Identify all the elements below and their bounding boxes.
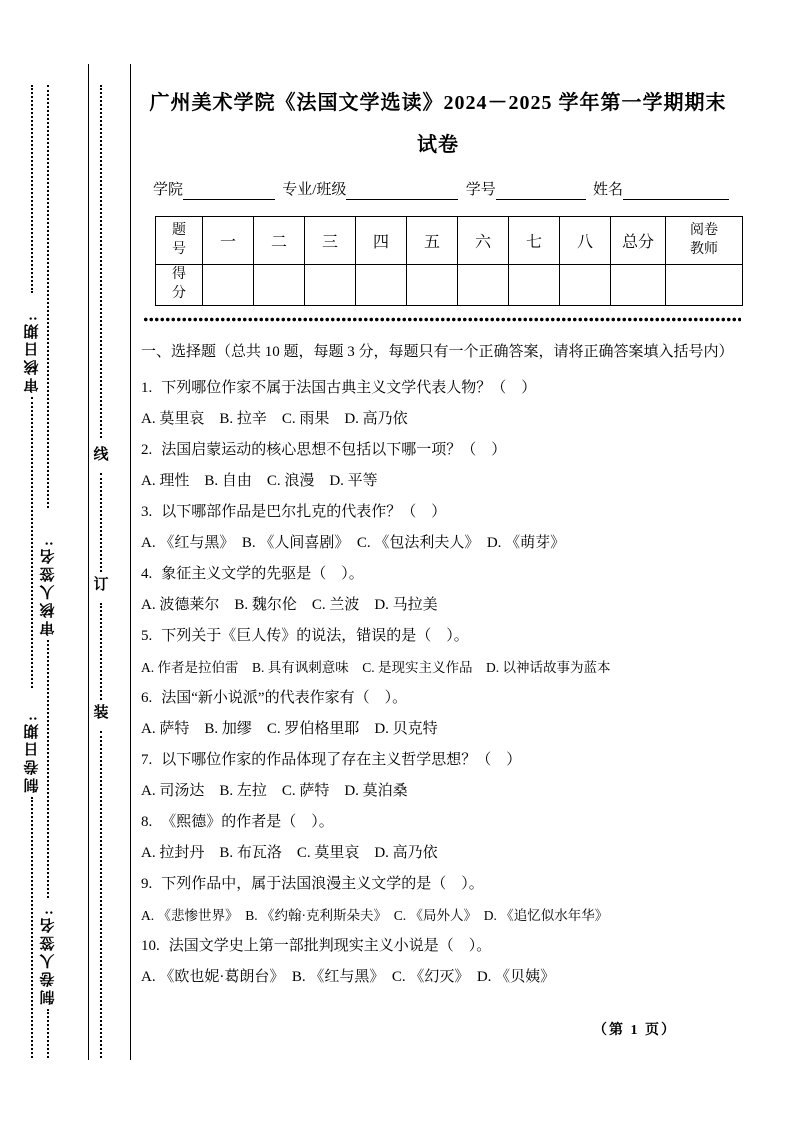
question-number: 4. xyxy=(141,566,153,582)
page-title: 广州美术学院《法国文学选读》2024－2025 学年第一学期期末试卷 xyxy=(149,92,727,156)
score-table-col xyxy=(254,217,305,265)
info-field-blank xyxy=(346,180,458,200)
info-field xyxy=(466,180,586,200)
question-item xyxy=(141,869,735,931)
info-field-label: 专业/班级 xyxy=(282,182,347,198)
question-item xyxy=(141,559,735,621)
binding-dotted-line xyxy=(100,731,102,1058)
binding-dotted-line xyxy=(100,85,102,438)
score-table-col-label: 三 xyxy=(321,234,338,251)
info-field-label: 学院 xyxy=(153,182,184,198)
score-table-total-label: 总分 xyxy=(621,234,654,251)
score-table-corner xyxy=(156,217,203,265)
binding-char-ding: 订 xyxy=(93,577,109,593)
dotted-separator xyxy=(143,317,741,322)
binding-dotted-line xyxy=(100,473,102,572)
score-input-cell xyxy=(407,265,458,306)
info-field-blank xyxy=(496,180,586,200)
score-table-col xyxy=(305,217,356,265)
score-table-col xyxy=(356,217,407,265)
question-stem xyxy=(141,621,735,652)
question-options: A. 拉封丹 B. 布瓦洛 C. 莫里哀 D. 高乃依 xyxy=(141,845,438,861)
exam-content xyxy=(131,64,745,1039)
question-number: 5. xyxy=(141,628,153,644)
score-table-col-label: 五 xyxy=(423,234,440,251)
score-table-col xyxy=(458,217,509,265)
question-options: A. 波德莱尔 B. 魏尔伦 C. 兰波 D. 马拉美 xyxy=(141,597,438,613)
question-text: 法国“新小说派”的代表作家有（ ）。 xyxy=(161,690,408,706)
question-stem xyxy=(141,745,735,776)
question-item xyxy=(141,683,735,745)
score-input-cell xyxy=(203,265,254,306)
audit-date-label: 审核日期: xyxy=(24,313,41,393)
score-table-col xyxy=(509,217,560,265)
question-options: A. 萨特 B. 加缪 C. 罗伯格里耶 D. 贝克特 xyxy=(141,721,438,737)
question-number: 7. xyxy=(141,752,153,768)
score-input-cell xyxy=(254,265,305,306)
question-number: 6. xyxy=(141,690,153,706)
info-field-label: 学号 xyxy=(465,182,496,198)
score-table-grader xyxy=(666,217,743,265)
binding-dotted-line xyxy=(100,603,102,700)
question-item xyxy=(141,621,735,683)
question-stem xyxy=(141,869,735,900)
score-input-cell xyxy=(666,265,743,306)
margin-dotted-leader xyxy=(31,397,33,688)
question-item xyxy=(141,807,735,869)
question-item xyxy=(141,373,735,435)
score-table-col-label: 四 xyxy=(372,234,389,251)
question-stem xyxy=(141,435,735,466)
info-field-blank xyxy=(623,180,729,200)
score-input-cell xyxy=(560,265,611,306)
question-options: A. 莫里哀 B. 拉辛 C. 雨果 D. 高乃依 xyxy=(141,411,408,427)
score-table-col-label: 一 xyxy=(219,234,236,251)
question-item xyxy=(141,435,735,497)
question-number: 10. xyxy=(141,938,160,954)
score-input-cell xyxy=(458,265,509,306)
score-table-total xyxy=(611,217,666,265)
score-table-score-row xyxy=(156,265,743,306)
info-field xyxy=(153,180,275,200)
margin-dotted-leader xyxy=(47,1009,49,1058)
questions-list xyxy=(141,373,735,993)
score-table-body xyxy=(156,217,743,306)
score-input-cell xyxy=(509,265,560,306)
margin-dotted-leader xyxy=(47,85,49,508)
question-text: 法国文学史上第一部批判现实主义小说是（ ）。 xyxy=(168,938,492,954)
score-table xyxy=(155,216,743,306)
score-table-col-label: 七 xyxy=(525,234,542,251)
score-input-cell xyxy=(356,265,407,306)
question-options: A. 《欧也妮·葛朗台》 B. 《红与黑》 C. 《幻灭》 D. 《贝姨》 xyxy=(141,969,556,985)
score-table-col xyxy=(407,217,458,265)
score-table-col-label: 二 xyxy=(270,234,287,251)
info-field xyxy=(282,180,458,200)
score-table-corner-label: 题号 xyxy=(171,222,186,257)
question-item xyxy=(141,745,735,807)
question-stem xyxy=(141,373,735,404)
section-heading: 一、选择题（总共 10 题，每题 3 分，每题只有一个正确答案，请将正确答案填入括号内） xyxy=(141,344,734,360)
question-stem xyxy=(141,807,735,838)
score-table-col-label: 六 xyxy=(474,234,491,251)
question-number: 9. xyxy=(141,876,153,892)
question-item xyxy=(141,497,735,559)
binding-char-xian: 线 xyxy=(93,447,109,463)
score-table-header-row xyxy=(156,217,743,265)
question-options: A. 司汤达 B. 左拉 C. 萨特 D. 莫泊桑 xyxy=(141,783,408,799)
question-text: 以下哪位作家的作品体现了存在主义哲学思想？（ ） xyxy=(161,752,522,768)
question-options: A. 《红与黑》 B. 《人间喜剧》 C. 《包法利夫人》 D. 《萌芽》 xyxy=(141,535,566,551)
question-text: 下列哪位作家不属于法国古典主义文学代表人物？（ ） xyxy=(161,380,537,396)
question-text: 以下哪部作品是巴尔扎克的代表作？（ ） xyxy=(161,504,447,520)
question-stem xyxy=(141,559,735,590)
question-stem xyxy=(141,683,735,714)
binding-char-zhuang: 装 xyxy=(93,705,109,721)
score-table-col-label: 八 xyxy=(576,234,593,251)
score-table-col xyxy=(560,217,611,265)
binding-rule-line-left xyxy=(88,64,89,1060)
question-options: A. 作者是拉伯雷 B. 具有讽刺意味 C. 是现实主义作品 D. 以神话故事为蓝本 xyxy=(141,660,611,675)
info-field-blank xyxy=(183,180,275,200)
question-text: 下列关于《巨人传》的说法，错误的是（ ）。 xyxy=(161,628,469,644)
question-stem xyxy=(141,497,735,528)
question-text: 法国启蒙运动的核心思想不包括以下哪一项？（ ） xyxy=(161,442,507,458)
info-field xyxy=(593,180,729,200)
margin-dotted-leader xyxy=(47,640,49,898)
question-number: 8. xyxy=(141,814,153,830)
question-number: 1. xyxy=(141,380,153,396)
question-text: 下列作品中，属于法国浪漫主义文学的是（ ）。 xyxy=(161,876,484,892)
score-row-label: 得分 xyxy=(171,267,186,301)
info-field-label: 姓名 xyxy=(592,182,623,198)
page-number: （第 1 页） xyxy=(593,1023,677,1038)
score-input-cell xyxy=(305,265,356,306)
score-row-label-cell xyxy=(156,265,203,306)
question-number: 2. xyxy=(141,442,153,458)
question-stem xyxy=(141,931,735,962)
margin-dotted-leader xyxy=(31,85,33,293)
maker-signer-label: 制卷人签名: xyxy=(40,907,57,1005)
question-text: 象征主义文学的先驱是（ ）。 xyxy=(161,566,364,582)
margin-dotted-leader xyxy=(31,797,33,1058)
score-table-grader-label: 阅卷教师 xyxy=(689,222,718,257)
question-text: 《熙德》的作者是（ ）。 xyxy=(161,814,334,830)
info-line xyxy=(141,176,735,200)
question-options: A. 《悲惨世界》 B. 《约翰·克利斯朵夫》 C. 《局外人》 D. 《追忆似水年华》 xyxy=(141,908,609,923)
maker-date-label: 制卷日期: xyxy=(24,713,41,793)
question-item xyxy=(141,931,735,993)
score-input-cell xyxy=(611,265,666,306)
question-number: 3. xyxy=(141,504,153,520)
audit-signer-label: 审核人签名: xyxy=(40,538,57,636)
question-options: A. 理性 B. 自由 C. 浪漫 D. 平等 xyxy=(141,473,378,489)
score-table-col xyxy=(203,217,254,265)
